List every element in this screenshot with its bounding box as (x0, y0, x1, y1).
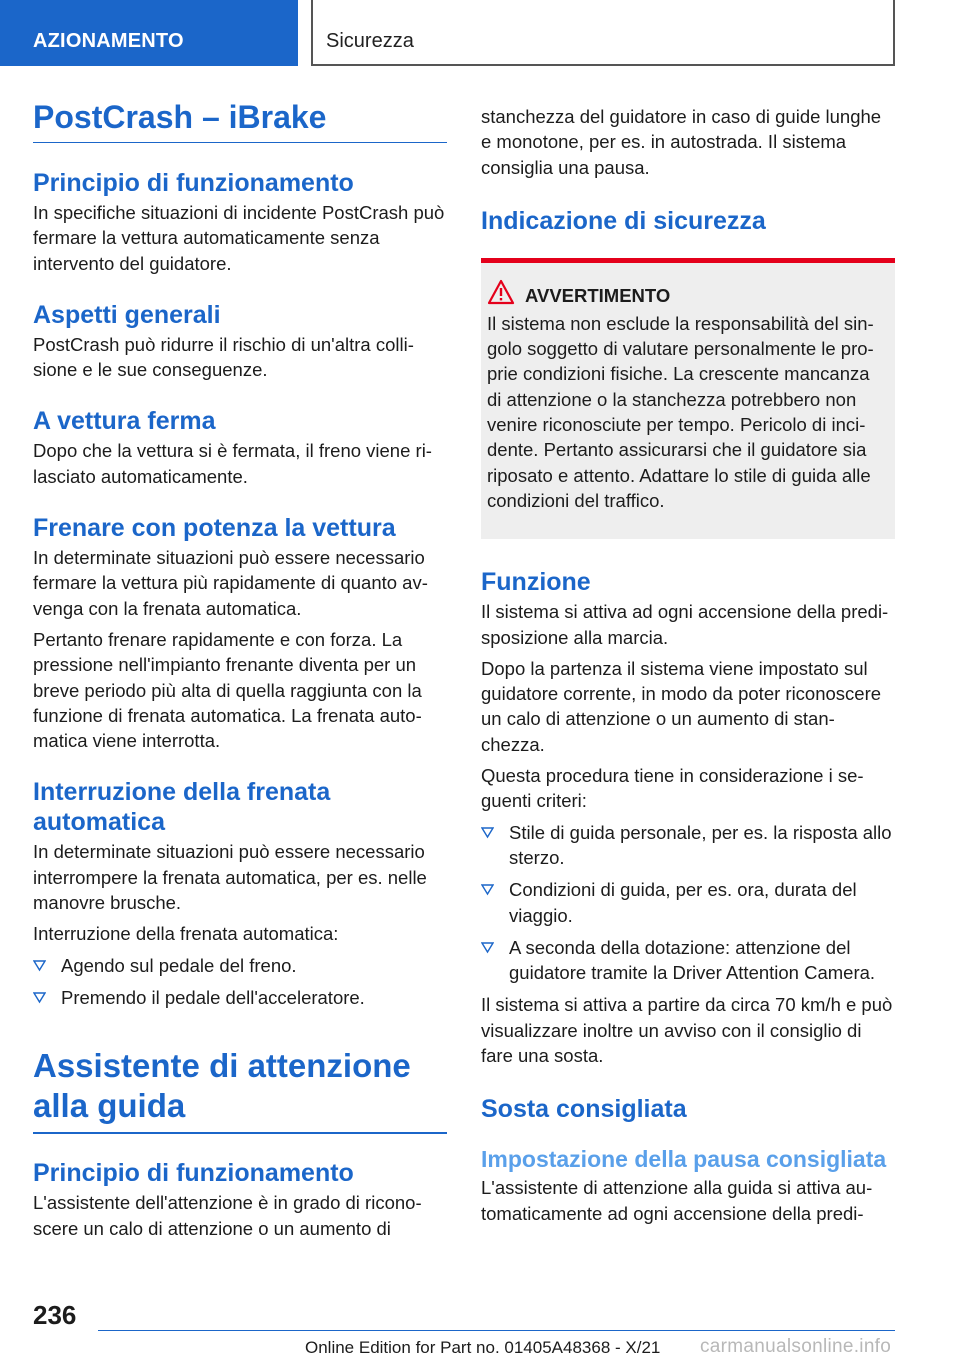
para-principio-1: In specifiche situazioni di incidente PostCrash può fermare la vettura automaticamente senza intervento del guidatore. (33, 202, 445, 274)
para-funzione-2: Dopo la partenza il sistema viene impostato sul guidatore corrente, in modo da poter riconoscere un calo di attenzione o un aumento di stan-chezza. (481, 657, 882, 755)
triangle-bullet-icon (481, 826, 494, 839)
para-funzione-3: Questa procedura tiene in considerazione i se-guenti criteri: (481, 765, 864, 812)
para-pausa: L'assistente di attenzione alla guida si attiva au-tomaticamente ad ogni accensione della predi- (481, 1177, 873, 1224)
para-funzione-4: Il sistema si attiva a partire da circa 70 km/h e può visualizzare inoltre un avviso con il consiglio di fare una sosta. (481, 994, 893, 1067)
list-item-text: A seconda della dotazione: attenzione del guidatore tramite la Driver Attention Camera. (509, 936, 876, 984)
title-postcrash: PostCrash – iBrake (33, 98, 447, 143)
heading-principio-1: Principio di funzionamento (33, 169, 354, 197)
footer-edition: Online Edition for Part no. 01405A48368 - X/21 (305, 1338, 661, 1357)
para-interruzione-2: Interruzione della frenata automatica: (33, 923, 339, 945)
para-continuation: stanchezza del guidatore in caso di guide lunghe e monotone, per es. in autostrada. Il sistema consiglia una pausa. (481, 106, 882, 178)
header-chapter-label: Sicurezza (326, 30, 414, 52)
para-frenare-2: Pertanto frenare rapidamente e con forza. La pressione nell'impianto frenante diventa per un breve periodo più alta di quella raggiunta con la funzione di frenata automatica. La frenata auto-matica viene interrotta. (33, 628, 422, 752)
list-item-text: Premendo il pedale dell'acceleratore. (61, 986, 365, 1008)
para-aspetti: PostCrash può ridurre il rischio di un'altra colli-sione e le sue conseguenze. (33, 333, 414, 381)
heading-aspetti: Aspetti generali (33, 300, 221, 329)
para-vettura-ferma: Dopo che la vettura si è fermata, il freno viene ri-lasciato automaticamente. (33, 440, 432, 487)
title-assistente: Assistente di attenzione alla guida (33, 1047, 411, 1125)
para-interruzione-1: In determinate situazioni può essere necessario interrompere la frenata automatica, per es. nelle manovre brusche. (33, 841, 427, 914)
list-item (481, 935, 895, 986)
triangle-bullet-icon (33, 991, 46, 1004)
triangle-bullet-icon (481, 941, 494, 954)
heading-indicazione: Indicazione di sicurezza (481, 206, 766, 235)
heading-pausa: Impostazione della pausa consigliata (481, 1146, 887, 1173)
warning-title (487, 285, 887, 307)
heading-funzione: Funzione (481, 568, 591, 597)
para-frenare-1: In determinate situazioni può essere necessario fermare la vettura più rapidamente di quanto av-venga con la frenata automatica. (33, 547, 428, 619)
warning-triangle-icon (487, 279, 515, 305)
header-chapter-box (311, 0, 895, 66)
heading-frenare: Frenare con potenza la vettura (33, 514, 396, 543)
list-item (481, 877, 895, 928)
header-section-tab (0, 0, 298, 66)
heading-principio-2: Principio di funzionamento (33, 1159, 354, 1188)
list-criteri (481, 820, 895, 986)
para-funzione-1: Il sistema si attiva ad ogni accensione della predi-sposizione alla marcia. (481, 601, 889, 648)
footer-rule (98, 1330, 895, 1331)
list-interruzione (33, 953, 447, 1011)
left-column (33, 98, 447, 1241)
warning-text: Il sistema non esclude la responsabilità del sin-golo soggetto di valutare personalmente le pro-prie condizioni fisiche. La crescente mancanza di attenzione o la stanchezza potrebbero non venire riconosciute per tempo. Pericolo di inci-dente. Pertanto assicurarsi che il guidatore sia riposato e attento. Adattare lo stile di guida alle condizioni del traffico. (487, 312, 874, 511)
header-section-label: AZIONAMENTO (33, 30, 184, 52)
triangle-bullet-icon (33, 959, 46, 972)
list-item-text: Agendo sul pedale del freno. (61, 954, 297, 976)
right-column (481, 104, 895, 1226)
title-rule (33, 1132, 447, 1134)
warning-title-text: AVVERTIMENTO (525, 284, 671, 306)
triangle-bullet-icon (481, 883, 494, 896)
list-item-text: Condizioni di guida, per es. ora, durata del viaggio. (509, 879, 857, 926)
page-number: 236 (33, 1300, 77, 1330)
list-item (33, 985, 447, 1010)
heading-sosta: Sosta consigliata (481, 1095, 687, 1124)
heading-vettura-ferma: A vettura ferma (33, 407, 216, 436)
heading-interruzione: Interruzione della frenata automatica (33, 778, 331, 837)
list-item-text: Stile di guida personale, per es. la risposta allo sterzo. (509, 821, 892, 868)
para-principio-2: L'assistente dell'attenzione è in grado di ricono-scere un calo di attenzione o un aumento di (33, 1192, 422, 1239)
list-item (33, 953, 447, 978)
list-item (481, 820, 895, 871)
warning-box (481, 258, 895, 539)
footer-watermark: carmanualsonline.info (700, 1336, 892, 1357)
